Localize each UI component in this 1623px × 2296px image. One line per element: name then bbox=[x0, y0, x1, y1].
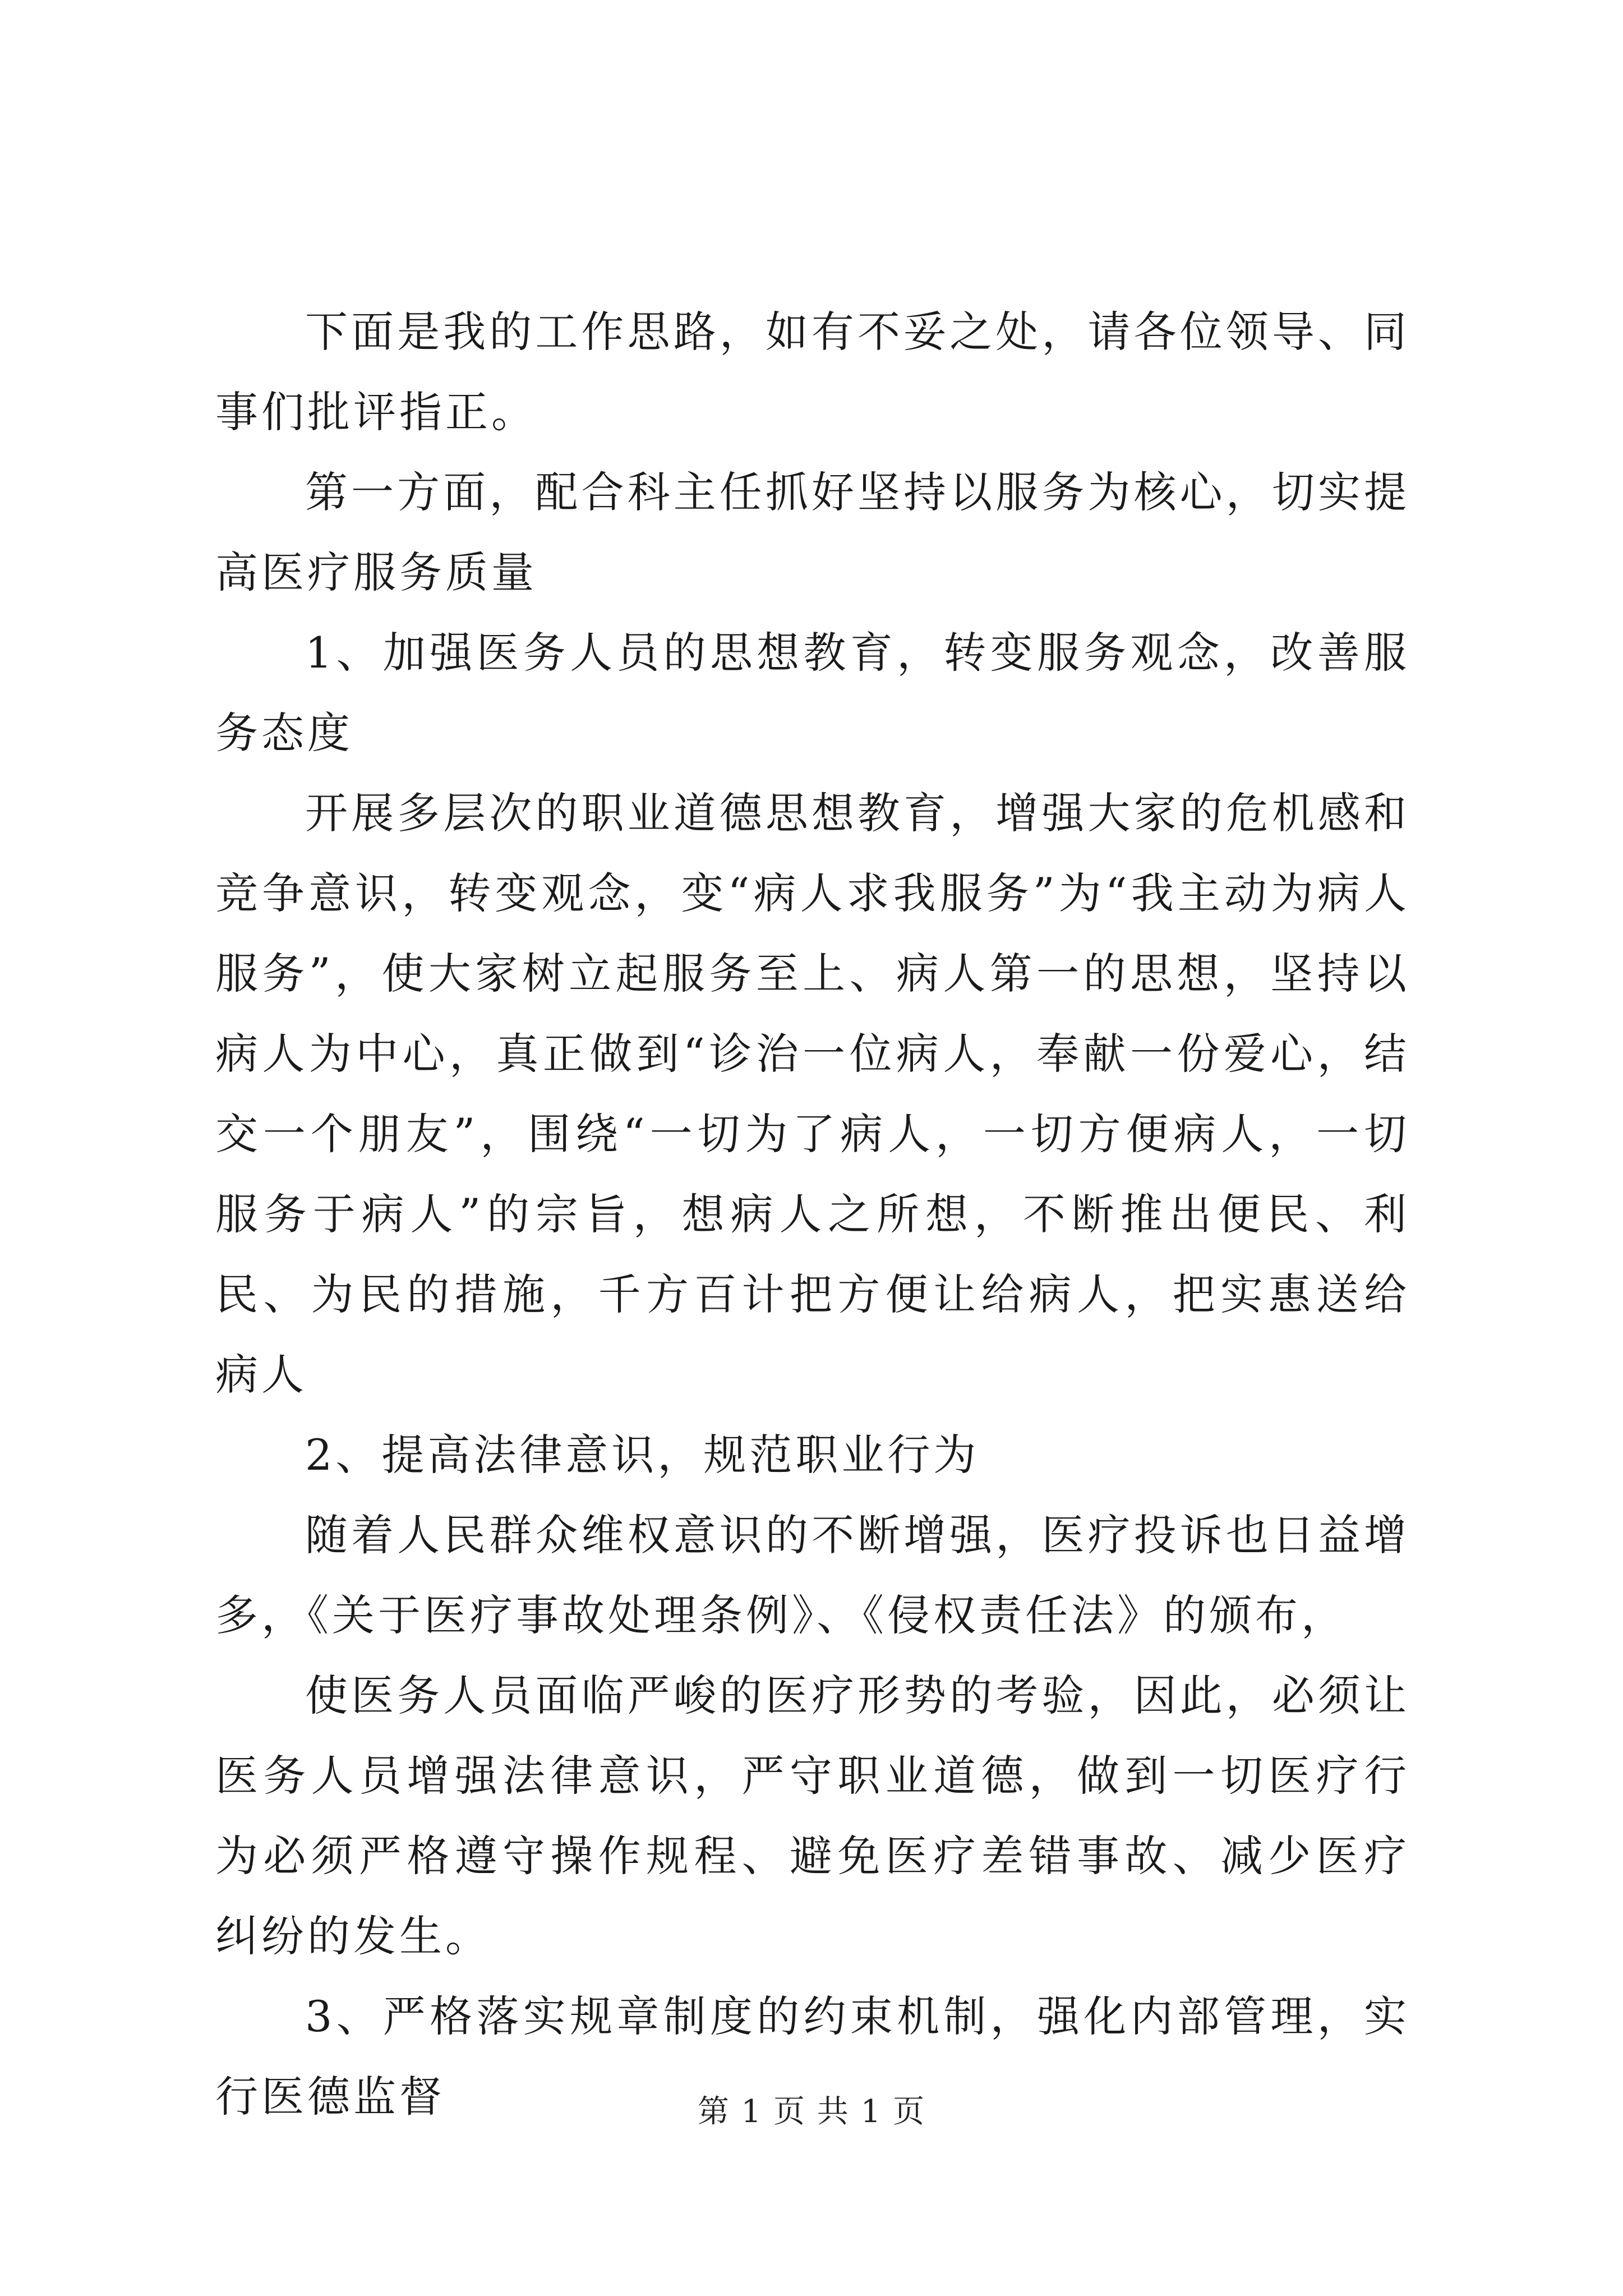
paragraph: 2、提高法律意识，规范职业行为 bbox=[305, 1430, 980, 1480]
paragraph: 随着人民群众维权意识的不断增强，医疗投诉也日益增多，《关于医疗事故处理条例》、《侵权责任法》的颁布， bbox=[215, 1510, 1410, 1640]
document-body bbox=[215, 292, 1410, 2137]
paragraph: 使医务人员面临严峻的医疗形势的考验，因此，必须让医务人员增强法律意识，严守职业道德，做到一切医疗行为必须严格遵守操作规程、避免医疗差错事故、减少医疗纠纷的发生。 bbox=[215, 1671, 1410, 1961]
paragraph: 1、加强医务人员的思想教育，转变服务观念，改善服务态度 bbox=[215, 628, 1410, 758]
paragraph: 下面是我的工作思路，如有不妥之处，请各位领导、同事们批评指正。 bbox=[215, 307, 1410, 437]
paragraph: 第一方面，配合科主任抓好坚持以服务为核心，切实提高医疗服务质量 bbox=[215, 467, 1410, 597]
paragraph: 3、严格落实规章制度的约束机制，强化内部管理，实行医德监督 bbox=[215, 1991, 1410, 2122]
page-number-footer: 第 1 页 共 1 页 bbox=[697, 2093, 926, 2130]
paragraph: 开展多层次的职业道德思想教育，增强大家的危机感和竞争意识，转变观念，变“病人求我服务”为“我主动为病人服务”，使大家树立起服务至上、病人第一的思想，坚持以病人为中心，真正做到“诊治一位病人，奉献一份爱心，结交一个朋友”，围绕“一切为了病人，一切方便病人，一切服务于病人”的宗旨，想病人之所想，不断推出便民、利民、为民的措施，千方百计把方便让给病人，把实惠送给病人 bbox=[215, 788, 1410, 1400]
